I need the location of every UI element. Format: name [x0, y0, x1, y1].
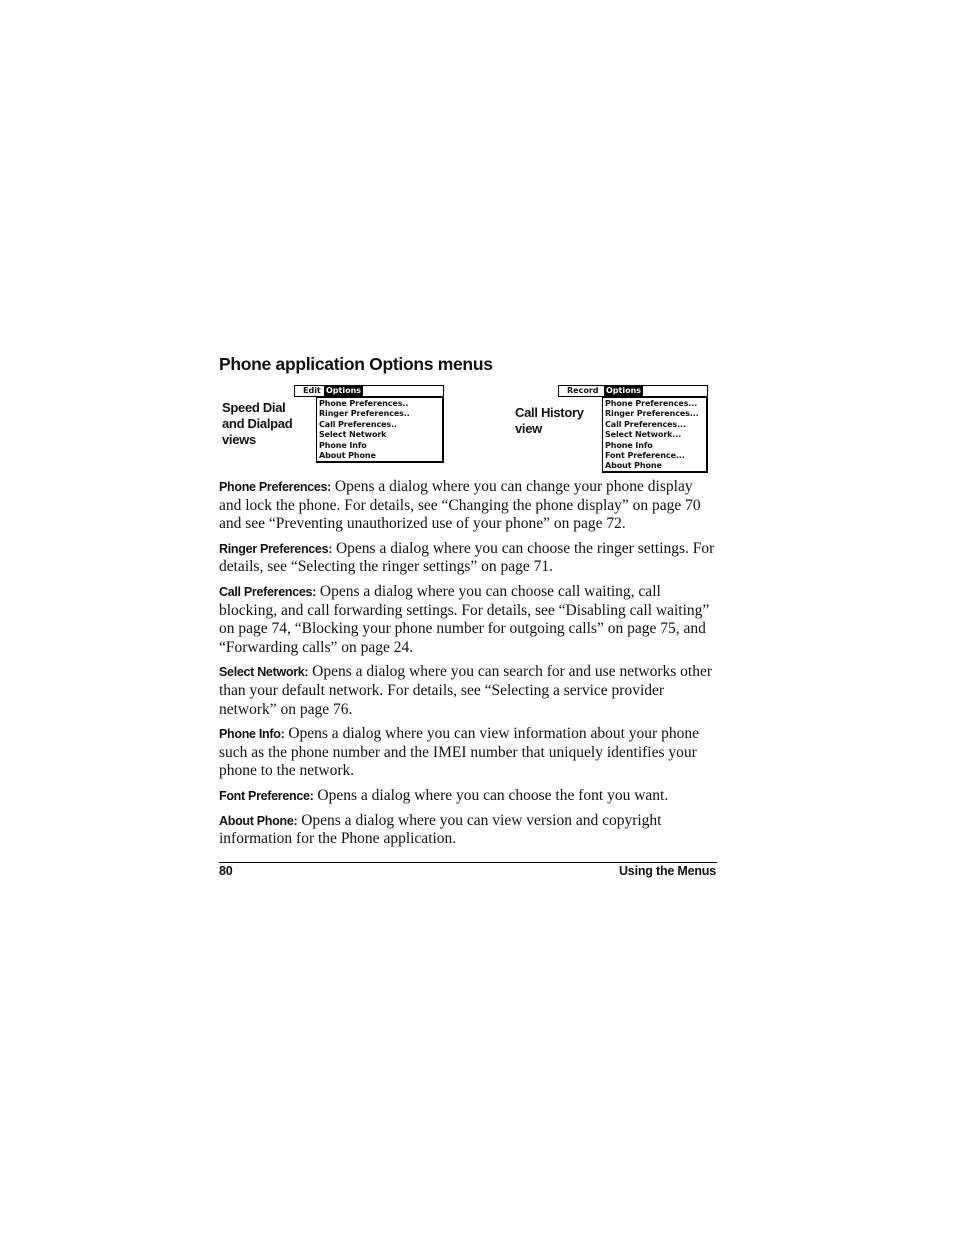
menu-item-call-preferences[interactable]: Call Preferences...: [605, 419, 686, 429]
definition-term: Ringer Preferences:: [219, 541, 333, 556]
menu-item-select-network[interactable]: Select Network...: [605, 430, 682, 440]
definition-text: Opens a dialog where you can search for and use networks other than your default network. For details, see “Selecting a service provider network” on page 76.: [219, 663, 713, 718]
definition-term: Call Preferences:: [219, 584, 317, 599]
definition-ringer-preferences: [219, 540, 717, 577]
definition-text: Opens a dialog where you can choose the font you want.: [317, 786, 669, 804]
screen-label-line: view: [515, 421, 542, 436]
menu-item-ringer-preferences[interactable]: Ringer Preferences...: [605, 409, 699, 419]
definition-term: About Phone:: [219, 813, 298, 828]
definition-text: Opens a dialog where you can change your phone display and lock the phone. For details, see “Changing the phone display” on page 70 and see “Preventing unauthorized use of your phone” on page 72.: [219, 478, 701, 533]
definition-term: Phone Preferences:: [219, 480, 332, 494]
footer-rule: [219, 862, 717, 863]
screen-label-speed-dial: [222, 400, 292, 448]
menu-record[interactable]: Record: [567, 386, 599, 395]
definition-list: [219, 478, 717, 855]
screen-label-call-history: [515, 405, 584, 437]
chapter-title: Using the Menus: [618, 864, 716, 878]
menu-item-phone-preferences[interactable]: Phone Preferences...: [605, 399, 698, 408]
screen-label-line: Speed Dial: [222, 400, 286, 415]
definition-text: Opens a dialog where you can choose call waiting, call blocking, and call forwarding settings. For details, see “Disabling call waiting” on page 74, “Blocking your phone number for outgoing calls” on page 75, and “Forwarding calls” on page 24.: [219, 582, 710, 656]
menu-item-about-phone[interactable]: About Phone: [605, 461, 662, 471]
menu-item-phone-info[interactable]: Phone Info: [605, 440, 653, 450]
menu-options[interactable]: Options: [326, 386, 362, 395]
menu-item-call-preferences[interactable]: Call Preferences..: [319, 419, 397, 429]
definition-call-preferences: [219, 583, 717, 657]
definition-text: Opens a dialog where you can view version and copyright information for the Phone application.: [219, 811, 662, 848]
definition-text: Opens a dialog where you can choose the ringer settings. For details, see “Selecting the ringer settings” on page 71.: [219, 539, 715, 576]
definition-about-phone: [219, 812, 717, 849]
definition-phone-info: [219, 725, 717, 781]
definition-phone-preferences: [219, 478, 717, 534]
page-number: 80: [219, 864, 233, 878]
screen-label-line: and Dialpad: [222, 416, 293, 431]
definition-font-preference: [219, 787, 717, 806]
menu-edit[interactable]: Edit: [303, 386, 321, 395]
menu-options[interactable]: Options: [606, 386, 642, 395]
definition-term: Font Preference:: [219, 788, 314, 803]
menu-item-ringer-preferences[interactable]: Ringer Preferences..: [319, 409, 410, 419]
definition-term: Select Network:: [219, 665, 309, 680]
screen-label-line: Call History: [515, 405, 584, 420]
menubar-speed-dial: [294, 385, 444, 397]
options-dropdown-call-history: [602, 397, 708, 473]
menu-item-phone-info[interactable]: Phone Info: [319, 440, 367, 450]
definition-term: Phone Info:: [219, 727, 285, 742]
menu-item-about-phone[interactable]: About Phone: [319, 451, 376, 461]
options-dropdown-speed-dial: [316, 397, 444, 463]
section-title: Phone application Options menus: [219, 354, 493, 374]
definition-select-network: [219, 663, 717, 719]
screen-label-line: views: [222, 432, 256, 447]
definition-text: Opens a dialog where you can view information about your phone such as the phone number and the IMEI number that uniquely identifies your phone to the network.: [219, 725, 699, 780]
menubar-call-history: [558, 385, 708, 397]
menu-item-phone-preferences[interactable]: Phone Preferences..: [319, 399, 409, 408]
menu-item-font-preference[interactable]: Font Preference...: [605, 451, 685, 461]
menu-item-select-network[interactable]: Select Network: [319, 430, 387, 440]
